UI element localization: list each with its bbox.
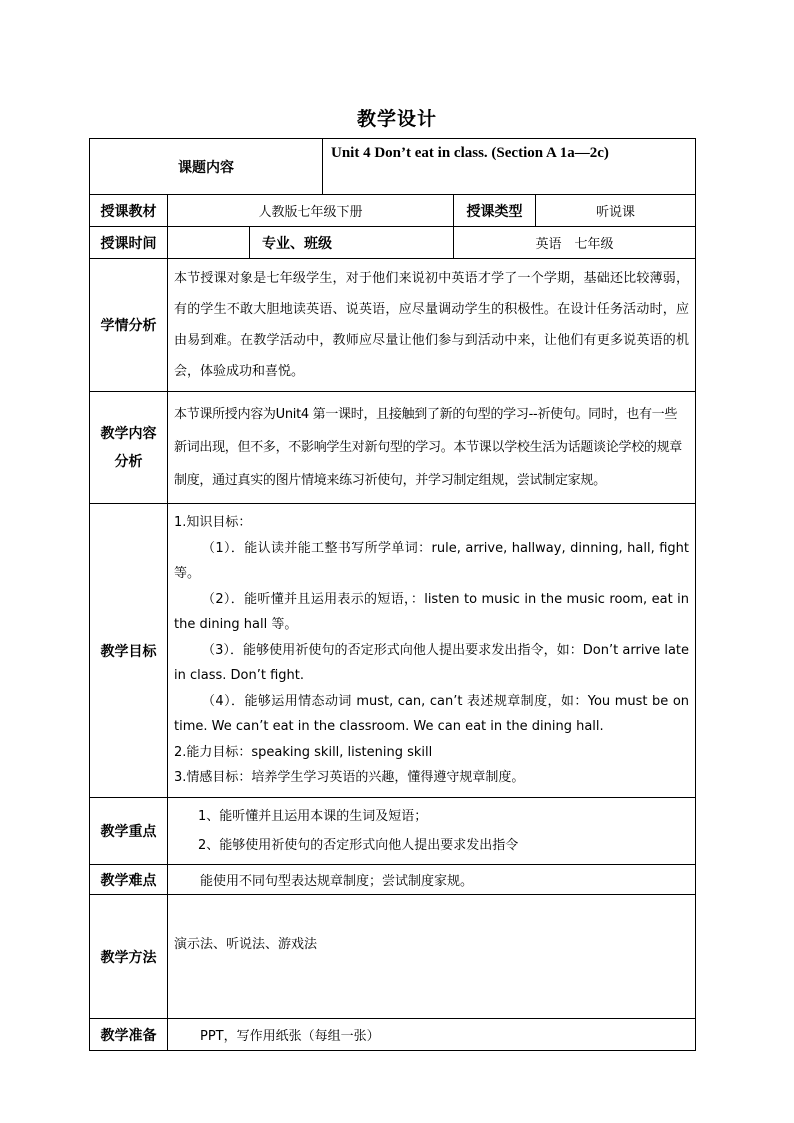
- type-value: 听说课: [536, 195, 696, 227]
- row-topic: [90, 139, 696, 195]
- students-label: 学情分析: [90, 259, 168, 392]
- row-prep: [90, 1019, 696, 1051]
- key-point-2: 2、能够使用祈使句的否定形式向他人提出要求发出指令: [198, 838, 519, 853]
- time-value: [168, 227, 250, 259]
- knowledge-item-2: （2）．能听懂并且运用表示的短语，：listen to music in the music room, eat in the dining hall 等。: [174, 591, 690, 633]
- row-time: [90, 227, 696, 259]
- content-label-line1: 教学内容: [100, 425, 157, 442]
- knowledge-item-4: （4）．能够运用情态动词 must, can, can’t 表述规章制度，如：You must be on time. We can’t eat in the classroom. We can eat in the dining hall.: [174, 693, 690, 735]
- row-material: [90, 195, 696, 227]
- row-content: [90, 392, 696, 504]
- document-title: 教学设计: [356, 108, 437, 130]
- lesson-plan-table: [89, 138, 696, 1051]
- knowledge-title: 1.知识目标：: [174, 515, 252, 531]
- method-text: 演示法、听说法、游戏法: [174, 937, 318, 952]
- row-goals: [90, 504, 696, 798]
- key-label: 教学重点: [90, 798, 168, 865]
- students-text: 本节授课对象是七年级学生，对于他们来说初中英语才学了一个学期，基础还比较薄弱，有的学生不敢大胆地读英语、说英语，应尽量调动学生的积极性。在设计任务活动时，应由易到难。在教学活动中，教师应尽量让他们参与到活动中来，让他们有更多说英语的机会，体验成功和喜悦。: [168, 259, 696, 392]
- topic-label: 课题内容: [90, 139, 323, 195]
- difficulty-label: 教学难点: [90, 865, 168, 895]
- key-point-1: 1、能听懂并且运用本课的生词及短语；: [198, 809, 428, 824]
- emotion-goal: 3.情感目标：培养学生学习英语的兴趣，懂得遵守规章制度。: [174, 770, 525, 786]
- method-label: 教学方法: [90, 895, 168, 1019]
- major-value: 英语 七年级: [454, 227, 696, 259]
- material-label: 授课教材: [90, 195, 168, 227]
- prep-label: 教学准备: [90, 1019, 168, 1051]
- content-label-line2: 分析: [114, 453, 143, 470]
- time-label: 授课时间: [90, 227, 168, 259]
- material-value: 人教版七年级下册: [168, 195, 454, 227]
- row-difficulty: [90, 865, 696, 895]
- knowledge-item-1: （1）．能认读并能工整书写所学单词：rule, arrive, hallway, dinning, hall, fight 等。: [174, 540, 690, 582]
- row-key: [90, 798, 696, 865]
- ability-goal: 2.能力目标：speaking skill, listening skill: [174, 744, 433, 760]
- difficulty-text: 能使用不同句型表达规章制度；尝试制度家规。: [168, 865, 696, 895]
- knowledge-item-3: （3）．能够使用祈使句的否定形式向他人提出要求发出指令，如：Don’t arrive late in class. Don’t fight.: [174, 642, 690, 684]
- goals-label: 教学目标: [90, 504, 168, 798]
- prep-text: PPT，写作用纸张（每组一张）: [168, 1019, 696, 1051]
- type-label: 授课类型: [454, 195, 536, 227]
- major-label: 专业、班级: [262, 235, 332, 252]
- topic-value: Unit 4 Don’t eat in class. (Section A 1a—2c): [331, 145, 609, 161]
- row-method: [90, 895, 696, 1019]
- content-text: 本节课所授内容为Unit4 第一课时，且接触到了新的句型的学习--祈使句。同时，也有一些新词出现，但不多，不影响学生对新句型的学习。本节课以学校生活为话题谈论学校的规章制度，通过真实的图片情境来练习祈使句，并学习制定组规，尝试制定家规。: [168, 392, 696, 504]
- row-students: [90, 259, 696, 392]
